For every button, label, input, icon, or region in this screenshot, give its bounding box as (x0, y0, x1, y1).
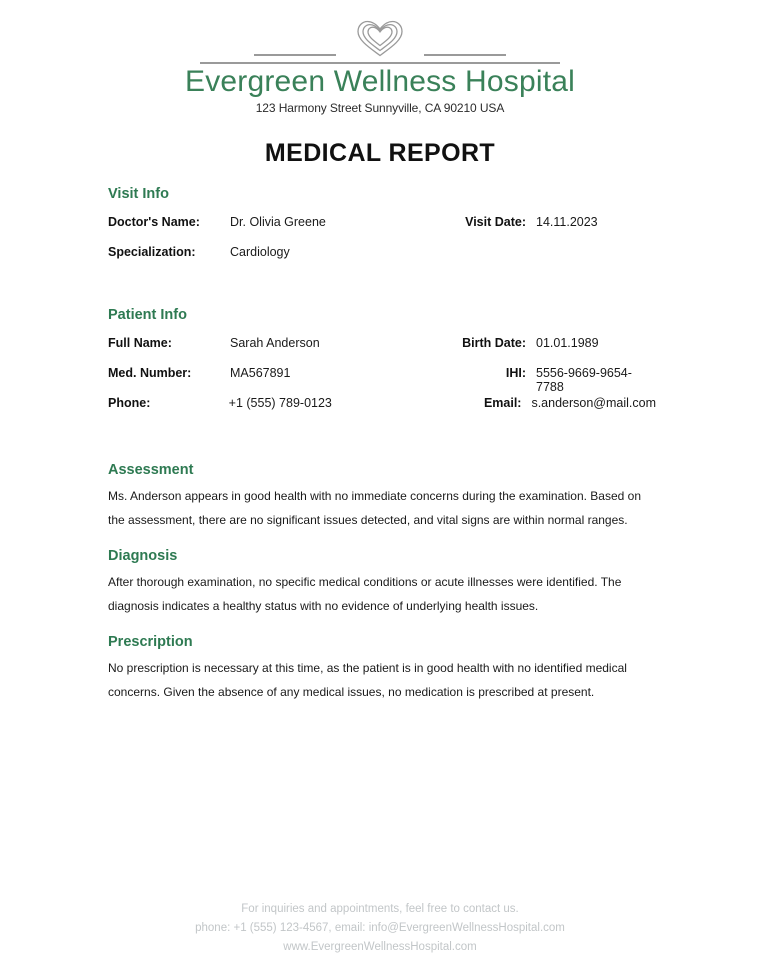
assessment-text: Ms. Anderson appears in good health with no immediate concerns during the examination. Based on the assessment, there are no significant issues detected, and vital signs are within normal ranges. (108, 489, 641, 527)
phone-label: Phone: (108, 396, 151, 410)
patient-info-heading: Patient Info (108, 307, 187, 323)
letterhead (0, 18, 760, 115)
footer-contact-line: phone: +1 (555) 123-4567, email: info@EvergreenWellnessHospital.com (195, 922, 565, 934)
visit-date-value: 14.11.2023 (536, 215, 598, 229)
hospital-name: Evergreen Wellness Hospital (184, 65, 576, 98)
hospital-logo (0, 18, 760, 64)
birth-date-label: Birth Date: (462, 336, 526, 350)
footer-inquiries-line: For inquiries and appointments, feel free to contact us. (241, 903, 519, 915)
prescription-heading: Prescription (108, 634, 193, 650)
table-row (108, 396, 656, 426)
ihi-label: IHI: (505, 366, 526, 380)
letterhead-rule-left (254, 54, 336, 56)
letterhead-rule-right (424, 54, 506, 56)
patient-info-table (108, 336, 656, 426)
visit-info-table (108, 215, 656, 275)
assessment-section (108, 462, 656, 532)
table-row (108, 215, 656, 245)
table-row (108, 366, 656, 396)
email-label: Email: (483, 396, 522, 410)
assessment-heading: Assessment (108, 462, 194, 478)
hospital-address: 123 Harmony Street Sunnyville, CA 90210 USA (255, 100, 505, 115)
prescription-text: No prescription is necessary at this time, as the patient is in good health with no identified medical concerns. Given the absence of any medical issues, no medication is prescribed at present. (108, 661, 627, 699)
diagnosis-section (108, 548, 656, 618)
letterhead-rule-long (200, 62, 560, 64)
doctor-name-value: Dr. Olivia Greene (230, 215, 326, 229)
page-footer (0, 900, 760, 957)
page-title: MEDICAL REPORT (264, 139, 496, 167)
prescription-section (108, 634, 656, 704)
table-row (108, 336, 656, 366)
full-name-value: Sarah Anderson (230, 336, 320, 350)
specialization-label: Specialization: (108, 245, 196, 259)
email-value: s.anderson@mail.com (531, 396, 656, 410)
visit-info-heading: Visit Info (108, 186, 169, 202)
visit-info-section (108, 186, 656, 275)
ihi-value: 5556-9669-9654-7788 (536, 366, 632, 394)
footer-website-line: www.EvergreenWellnessHospital.com (283, 941, 477, 953)
diagnosis-heading: Diagnosis (108, 548, 178, 564)
phone-value: +1 (555) 789-0123 (228, 396, 332, 410)
table-row (108, 245, 656, 275)
med-number-value: MA567891 (230, 366, 291, 380)
birth-date-value: 01.01.1989 (536, 336, 599, 350)
specialization-value: Cardiology (230, 245, 290, 259)
nested-hearts-icon (352, 18, 408, 58)
report-content (108, 186, 656, 704)
full-name-label: Full Name: (108, 336, 172, 350)
med-number-label: Med. Number: (108, 366, 192, 380)
diagnosis-text: After thorough examination, no specific medical conditions or acute illnesses were identified. The diagnosis indicates a healthy status with no evidence of underlying health issues. (108, 575, 622, 613)
visit-date-label: Visit Date: (465, 215, 526, 229)
patient-info-section (108, 307, 656, 426)
doctor-name-label: Doctor's Name: (108, 215, 200, 229)
